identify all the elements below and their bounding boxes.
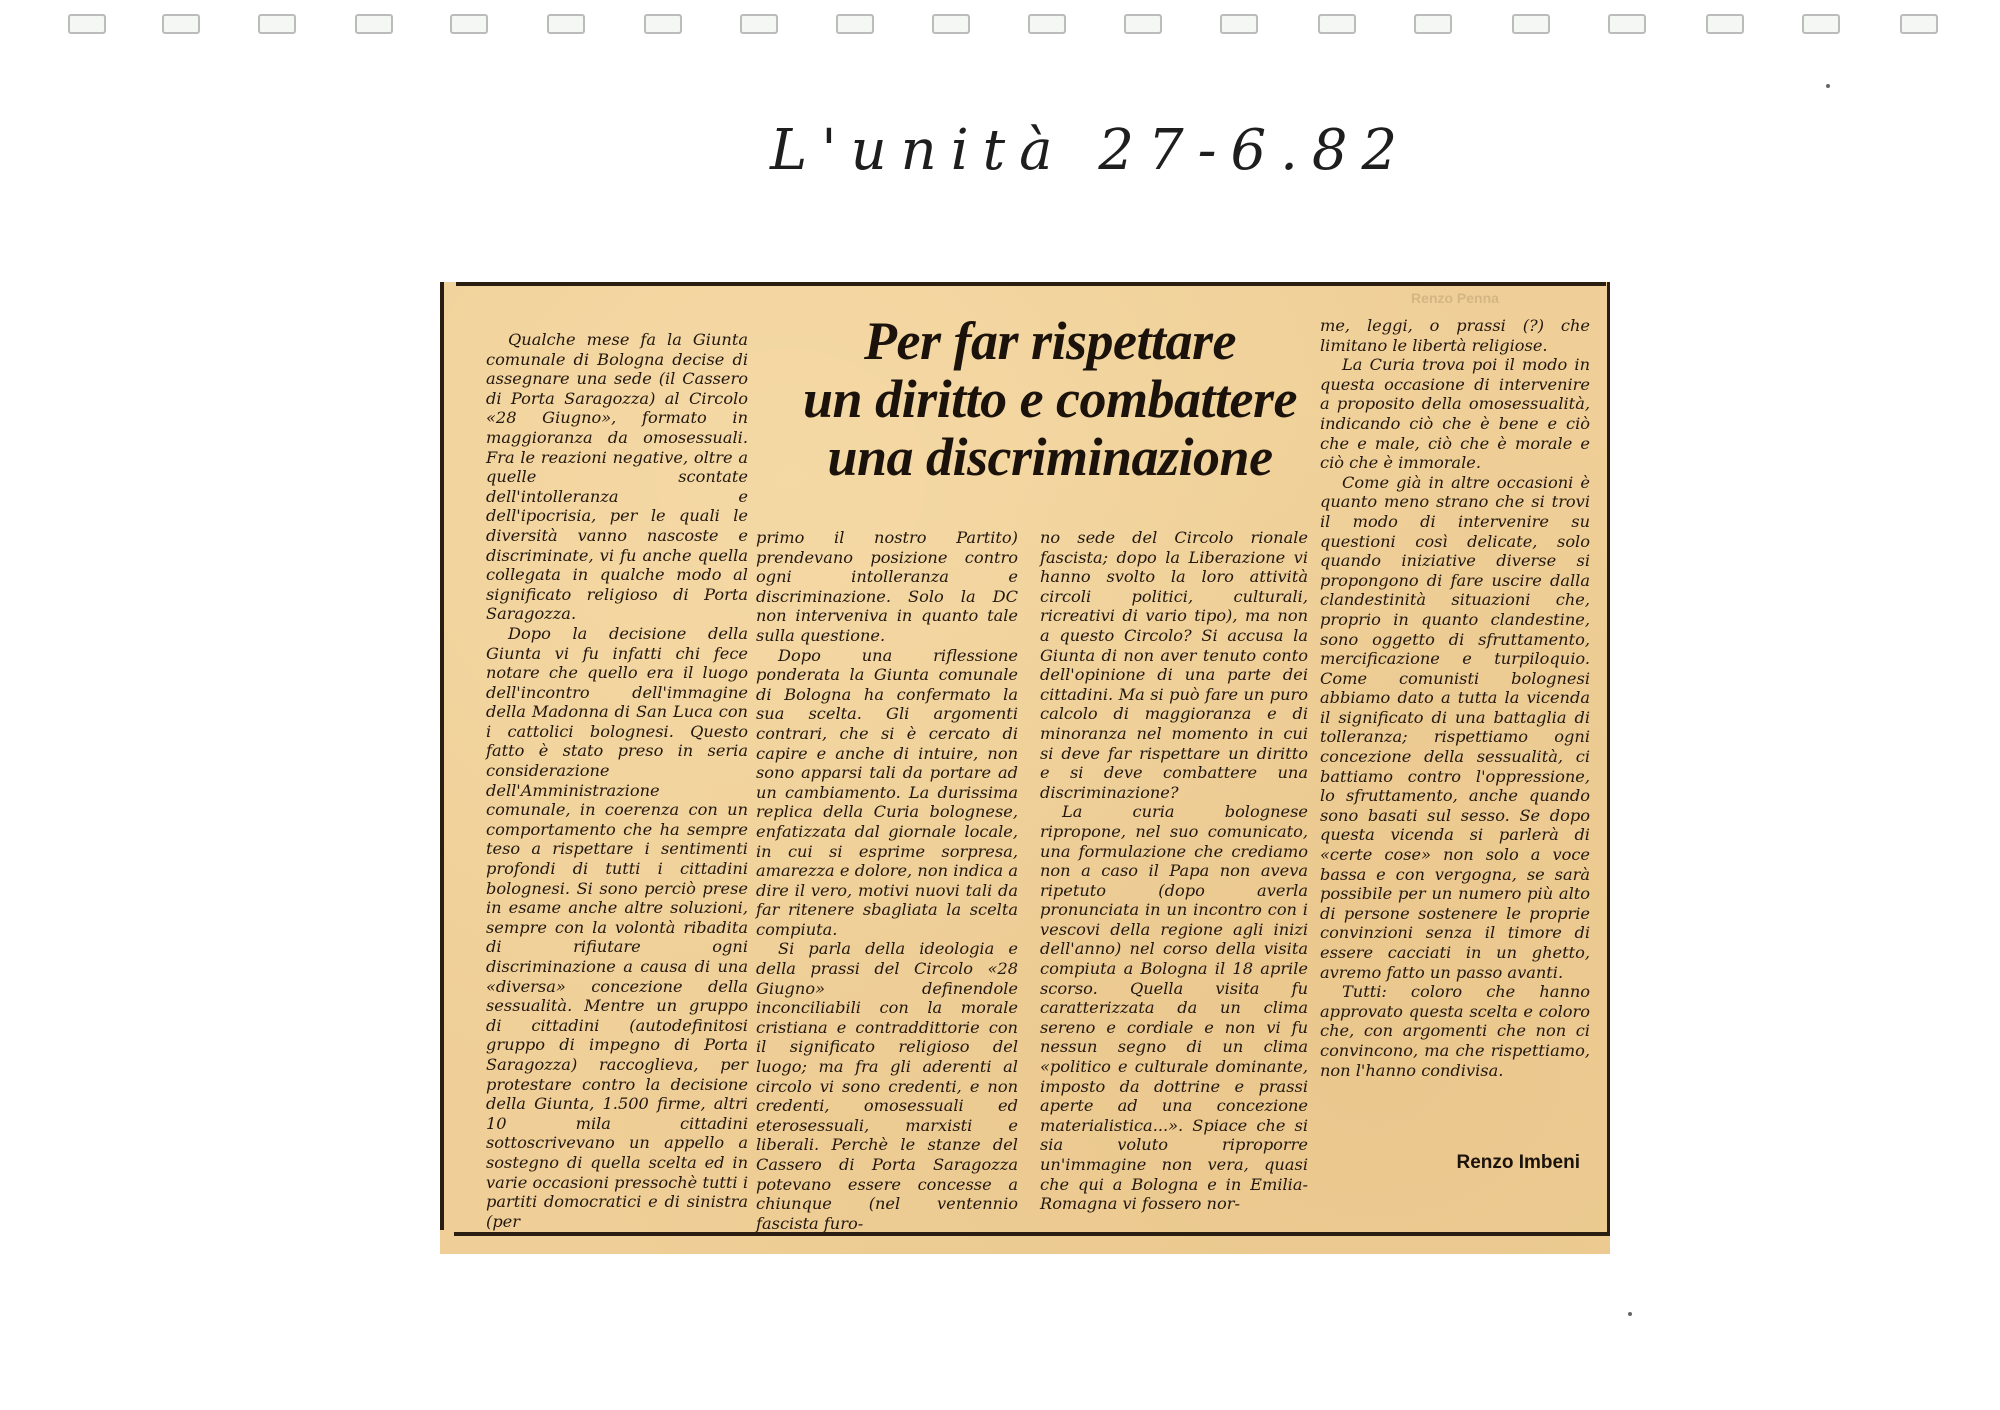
binder-hole (258, 14, 296, 34)
binder-hole (355, 14, 393, 34)
paragraph: Tutti: coloro che hanno approvato questa scelta e coloro che, con argomenti che non ci convincono, ma che rispettiamo, non l'hanno condivisa. (1320, 982, 1590, 1080)
binder-hole (932, 14, 970, 34)
binder-hole (162, 14, 200, 34)
binder-hole (547, 14, 585, 34)
article-column-1 (486, 330, 748, 1231)
right-rule (1607, 282, 1610, 1232)
binder-hole (740, 14, 778, 34)
binder-hole (1220, 14, 1258, 34)
headline-line: una discriminazione (827, 427, 1273, 487)
bleed-through-text: Renzo Penna (1411, 290, 1499, 306)
left-rule (440, 282, 444, 1230)
binder-hole (450, 14, 488, 34)
binder-hole (1318, 14, 1356, 34)
binder-hole (1706, 14, 1744, 34)
paper-speck (1628, 1312, 1632, 1316)
binder-holes (0, 14, 2000, 38)
author-signature: Renzo Imbeni (1456, 1152, 1580, 1173)
handwritten-source-note: L'unità 27-6.82 (770, 118, 1412, 183)
article-column-4 (1320, 316, 1590, 1080)
paragraph: primo il nostro Partito) prendevano posizione contro ogni intolleranza e discriminazione. Solo la DC non interveniva in quanto tale sulla questione. (756, 528, 1018, 645)
headline-line: un diritto e combattere (803, 369, 1297, 429)
paragraph: La curia bolognese ripropone, nel suo comunicato, una formulazione che crediamo non a caso il Papa non aveva ripetuto (dopo averla pronunciata in un incontro con i vescovi della regione agli inizi dell'anno) nel corso della visita compiuta a Bologna il 18 aprile scorso. Quella visita fu caratterizzata da un clima sereno e cordiale e non vi fu nessun segno di un clima «politico e culturale dominante, imposto da dottrine e prassi aperte ad una concezione materialistica...». Spiace che si sia voluto riproporre un'immagine non vera, quasi che qui a Bologna e in Emilia-Romagna vi fossero nor- (1040, 802, 1308, 1214)
article-headline (770, 312, 1330, 486)
paragraph: no sede del Circolo rionale fascista; dopo la Liberazione vi hanno svolto la loro attività circoli politici, culturali, ricreativi di vario tipo), ma non a questo Circolo? Si accusa la Giunta di non aver tenuto conto dell'opinione di una parte dei cittadini. Ma si può fare un puro calcolo di maggioranza e di minoranza nel momento in cui si deve far rispettare un diritto e si deve combattere una discriminazione? (1040, 528, 1308, 802)
binder-hole (1414, 14, 1452, 34)
article-column-3 (1040, 528, 1308, 1214)
binder-hole (1028, 14, 1066, 34)
binder-hole (68, 14, 106, 34)
binder-hole (1512, 14, 1550, 34)
paragraph: Dopo la decisione della Giunta vi fu infatti chi fece notare che quello era il luogo dell'incontro dell'immagine della Madonna di San Luca con i cattolici bolognesi. Questo fatto è stato preso in seria considerazione dell'Amministrazione comunale, in coerenza con un comportamento che ha sempre teso a rispettare i sentimenti profondi di tutti i cittadini bolognesi. Si sono perciò prese in esame anche altre soluzioni, sempre con la volontà ribadita di rifiutare ogni discriminazione a causa di una «diversa» concezione della sessualità. Mentre un gruppo di cittadini (autodefinitosi gruppo di impegno di Porta Saragozza) raccoglieva, per protestare contro la decisione della Giunta, 1.500 firme, altri 10 mila cittadini sottoscrivevano un appello a sostegno di quella scelta ed in varie occasioni pressochè tutti i partiti domocratici e di sinistra (per (486, 623, 748, 1231)
paper-speck (1826, 84, 1830, 88)
binder-hole (1608, 14, 1646, 34)
binder-hole (836, 14, 874, 34)
paragraph: Come già in altre occasioni è quanto meno strano che si trovi il modo di intervenire su questioni così delicate, solo quando iniziative diverse si propongono di fare uscire dalla clandestinità situazioni che, proprio in quanto clandestine, sono oggetto di sfruttamento, mercificazione e turpiloquio. Come comunisti bolognesi abbiamo dato a tutta la vicenda il significato di una battaglia di tolleranza; rispettiamo ogni concezione della sessualità, ci battiamo contro l'oppressione, lo sfruttamento, anche quando sono basati sul sesso. Se dopo questa vicenda si parlerà di «certe cose» non solo a voce bassa e con vergogna, se sarà possibile per un numero più alto di persone sostenere le proprie convinzioni senza il timore di essere cacciati in un ghetto, avremo fatto un passo avanti. (1320, 472, 1590, 982)
article-column-2 (756, 528, 1018, 1233)
binder-hole (1900, 14, 1938, 34)
paragraph: La Curia trova poi il modo in questa occasione di intervenire a proposito della omosessualità, indicando ciò che è bene e ciò che e male, ciò che è morale e ciò che è immorale. (1320, 355, 1590, 473)
paragraph: Si parla della ideologia e della prassi del Circolo «28 Giugno» definendole inconciliabili con la morale cristiana e contraddittorie con il significato religioso del luogo; ma fra gli aderenti al circolo vi sono credenti, e non credenti, omosessuali ed eterosessuali, marxisti e liberali. Perchè le stanze del Cassero di Porta Saragozza potevano essere concesse a chiunque (nel ventennio fascista furo- (756, 939, 1018, 1233)
newspaper-clipping (440, 282, 1610, 1254)
binder-hole (1802, 14, 1840, 34)
binder-hole (644, 14, 682, 34)
paragraph: Dopo una riflessione ponderata la Giunta comunale di Bologna ha confermato la sua scelta. Gli argomenti contrari, che si è cercato di capire e anche di intuire, non sono apparsi tali da portare ad un cambiamento. La durissima replica della Curia bolognese, enfatizzata dal giornale locale, in cui si esprime sorpresa, amarezza e dolore, non indica a dire il vero, motivi nuovi tali da far ritenere sbagliata la scelta compiuta. (756, 645, 1018, 939)
paragraph: me, leggi, o prassi (?) che limitano le libertà religiose. (1320, 316, 1590, 355)
paragraph: Qualche mese fa la Giunta comunale di Bologna decise di assegnare una sede (il Cassero di Porta Saragozza) al Circolo «28 Giugno», formato in maggioranza da omosessuali. Fra le reazioni negative, oltre a quelle scontate dell'intolleranza e dell'ipocrisia, per le quali le diversità vanno nascoste e discriminate, vi fu anche quella collegata in qualche modo al significato religioso di Porta Saragozza. (486, 330, 748, 624)
binder-hole (1124, 14, 1162, 34)
bottom-rule (454, 1232, 1610, 1236)
top-rule (456, 282, 1606, 286)
headline-line: Per far rispettare (864, 311, 1236, 371)
